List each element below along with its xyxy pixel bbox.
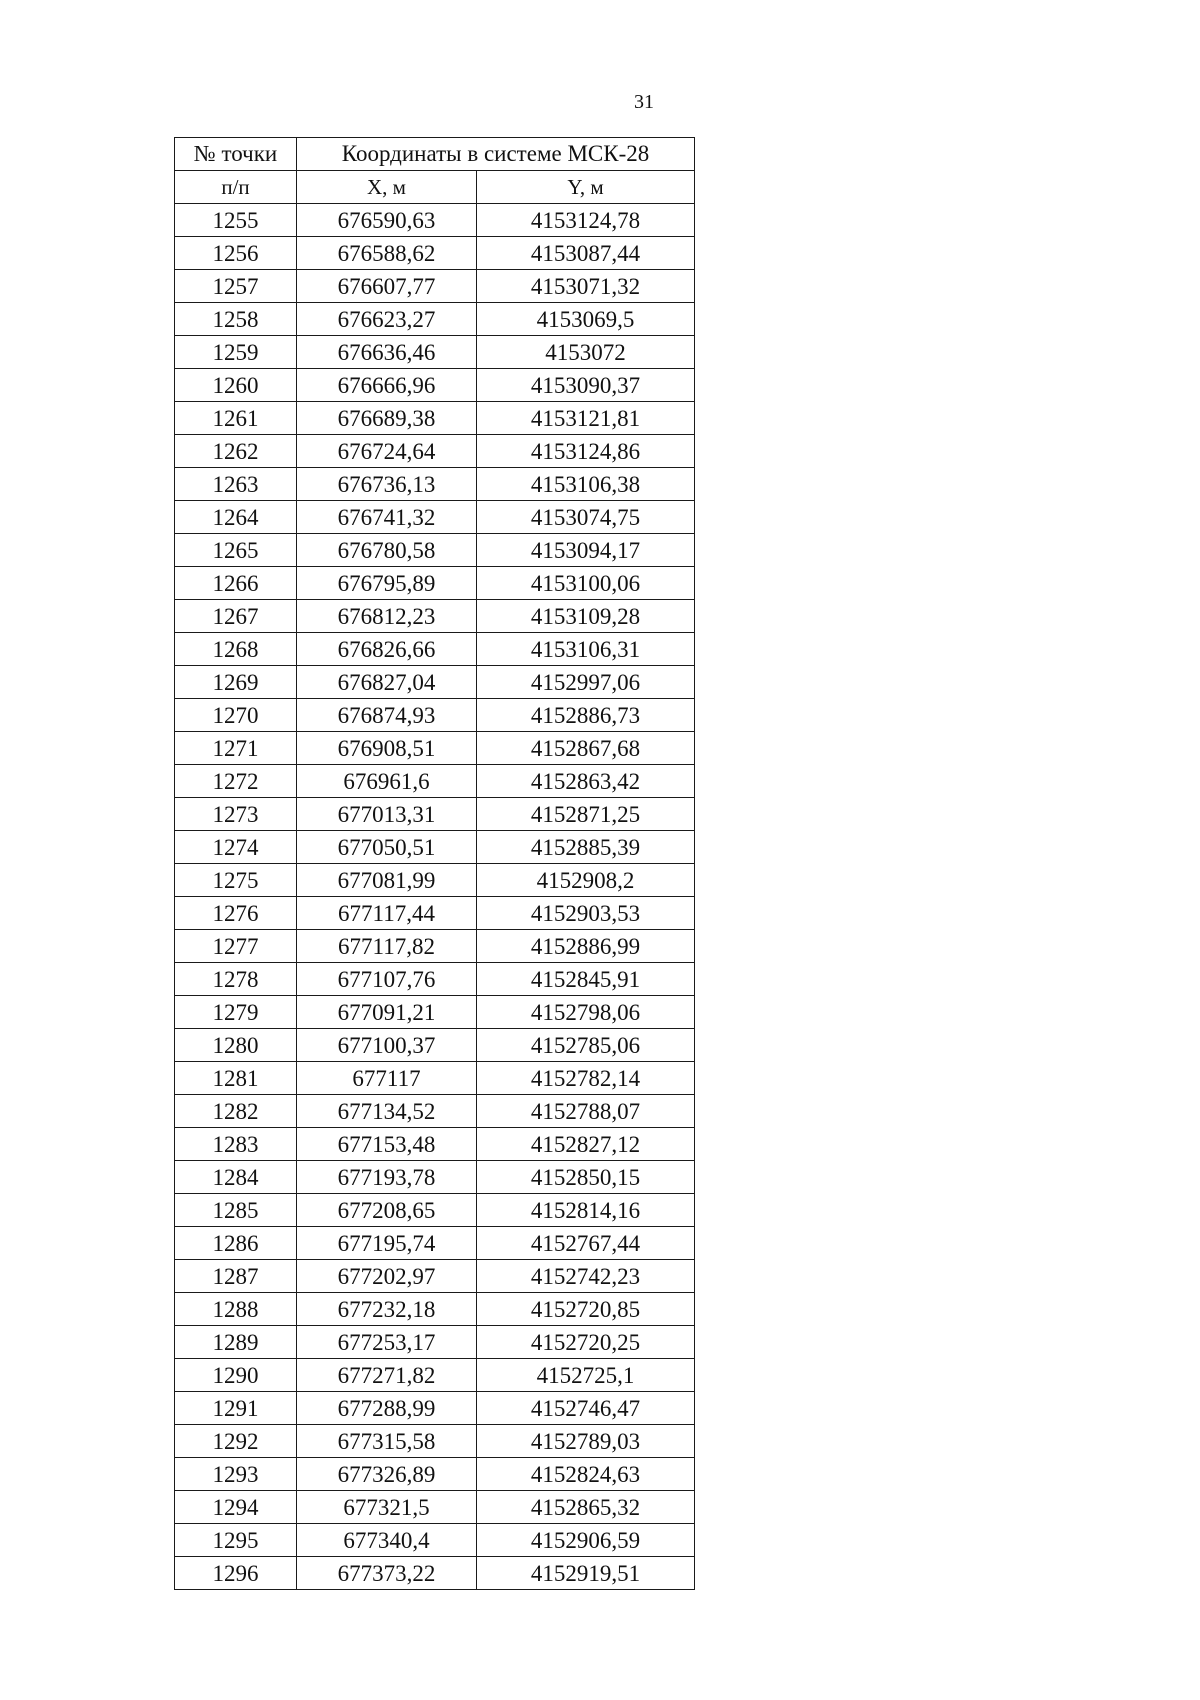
y-coordinate-cell: 4152885,39: [477, 831, 695, 864]
table-row: [175, 369, 695, 402]
table-body: [175, 204, 695, 1590]
point-number-cell: 1277: [175, 930, 297, 963]
table-row: [175, 996, 695, 1029]
point-number-cell: 1280: [175, 1029, 297, 1062]
table-row: [175, 831, 695, 864]
table-header: [175, 138, 695, 204]
x-coordinate-cell: 676623,27: [297, 303, 477, 336]
point-number-cell: 1264: [175, 501, 297, 534]
x-coordinate-cell: 677091,21: [297, 996, 477, 1029]
x-coordinate-cell: 677013,31: [297, 798, 477, 831]
table-row: [175, 1392, 695, 1425]
y-coordinate-cell: 4153071,32: [477, 270, 695, 303]
table-row: [175, 270, 695, 303]
y-coordinate-cell: 4152997,06: [477, 666, 695, 699]
x-coordinate-cell: 676689,38: [297, 402, 477, 435]
x-coordinate-cell: 676780,58: [297, 534, 477, 567]
point-number-cell: 1290: [175, 1359, 297, 1392]
point-number-cell: 1271: [175, 732, 297, 765]
x-coordinate-cell: 677117: [297, 1062, 477, 1095]
table-row: [175, 1524, 695, 1557]
table-row: [175, 1425, 695, 1458]
table-row: [175, 1458, 695, 1491]
table-row: [175, 864, 695, 897]
point-number-cell: 1279: [175, 996, 297, 1029]
point-number-cell: 1287: [175, 1260, 297, 1293]
x-coordinate-cell: 676636,46: [297, 336, 477, 369]
y-coordinate-cell: 4152867,68: [477, 732, 695, 765]
table-row: [175, 402, 695, 435]
table-row: [175, 666, 695, 699]
point-number-cell: 1278: [175, 963, 297, 996]
header-point-number-line1: № точки: [175, 138, 297, 171]
point-number-cell: 1274: [175, 831, 297, 864]
x-coordinate-cell: 677117,44: [297, 897, 477, 930]
x-coordinate-cell: 677340,4: [297, 1524, 477, 1557]
point-number-cell: 1255: [175, 204, 297, 237]
x-coordinate-cell: 677107,76: [297, 963, 477, 996]
y-coordinate-cell: 4152903,53: [477, 897, 695, 930]
point-number-cell: 1276: [175, 897, 297, 930]
y-coordinate-cell: 4152767,44: [477, 1227, 695, 1260]
y-coordinate-cell: 4152742,23: [477, 1260, 695, 1293]
table-row: [175, 963, 695, 996]
header-row-top: [175, 138, 695, 171]
x-coordinate-cell: 677208,65: [297, 1194, 477, 1227]
x-coordinate-cell: 676741,32: [297, 501, 477, 534]
point-number-cell: 1293: [175, 1458, 297, 1491]
x-coordinate-cell: 676908,51: [297, 732, 477, 765]
y-coordinate-cell: 4152827,12: [477, 1128, 695, 1161]
point-number-cell: 1262: [175, 435, 297, 468]
table-row: [175, 765, 695, 798]
y-coordinate-cell: 4153087,44: [477, 237, 695, 270]
x-coordinate-cell: 676795,89: [297, 567, 477, 600]
y-coordinate-cell: 4152863,42: [477, 765, 695, 798]
x-coordinate-cell: 677117,82: [297, 930, 477, 963]
x-coordinate-cell: 677326,89: [297, 1458, 477, 1491]
point-number-cell: 1275: [175, 864, 297, 897]
header-row-bottom: [175, 171, 695, 204]
table-row: [175, 1194, 695, 1227]
x-coordinate-cell: 677315,58: [297, 1425, 477, 1458]
coordinates-table: [174, 137, 695, 1590]
table-row: [175, 897, 695, 930]
y-coordinate-cell: 4152725,1: [477, 1359, 695, 1392]
x-coordinate-cell: 676812,23: [297, 600, 477, 633]
y-coordinate-cell: 4152906,59: [477, 1524, 695, 1557]
table-row: [175, 237, 695, 270]
point-number-cell: 1291: [175, 1392, 297, 1425]
x-coordinate-cell: 677202,97: [297, 1260, 477, 1293]
point-number-cell: 1282: [175, 1095, 297, 1128]
y-coordinate-cell: 4152845,91: [477, 963, 695, 996]
table-row: [175, 1029, 695, 1062]
header-x-column: X, м: [297, 171, 477, 204]
y-coordinate-cell: 4152865,32: [477, 1491, 695, 1524]
point-number-cell: 1272: [175, 765, 297, 798]
point-number-cell: 1258: [175, 303, 297, 336]
y-coordinate-cell: 4152814,16: [477, 1194, 695, 1227]
point-number-cell: 1286: [175, 1227, 297, 1260]
table-row: [175, 1227, 695, 1260]
y-coordinate-cell: 4152850,15: [477, 1161, 695, 1194]
table-row: [175, 1557, 695, 1590]
point-number-cell: 1268: [175, 633, 297, 666]
y-coordinate-cell: 4152785,06: [477, 1029, 695, 1062]
y-coordinate-cell: 4152720,25: [477, 1326, 695, 1359]
point-number-cell: 1256: [175, 237, 297, 270]
table-row: [175, 1128, 695, 1161]
y-coordinate-cell: 4152798,06: [477, 996, 695, 1029]
y-coordinate-cell: 4153121,81: [477, 402, 695, 435]
point-number-cell: 1294: [175, 1491, 297, 1524]
header-point-number-line2: п/п: [175, 171, 297, 204]
y-coordinate-cell: 4152789,03: [477, 1425, 695, 1458]
y-coordinate-cell: 4152824,63: [477, 1458, 695, 1491]
point-number-cell: 1283: [175, 1128, 297, 1161]
x-coordinate-cell: 676961,6: [297, 765, 477, 798]
table-row: [175, 732, 695, 765]
y-coordinate-cell: 4152871,25: [477, 798, 695, 831]
point-number-cell: 1292: [175, 1425, 297, 1458]
point-number-cell: 1266: [175, 567, 297, 600]
point-number-cell: 1259: [175, 336, 297, 369]
x-coordinate-cell: 676736,13: [297, 468, 477, 501]
y-coordinate-cell: 4153106,38: [477, 468, 695, 501]
table-row: [175, 435, 695, 468]
y-coordinate-cell: 4152886,99: [477, 930, 695, 963]
table-row: [175, 1095, 695, 1128]
x-coordinate-cell: 677153,48: [297, 1128, 477, 1161]
point-number-cell: 1270: [175, 699, 297, 732]
point-number-cell: 1265: [175, 534, 297, 567]
table-row: [175, 1293, 695, 1326]
table-row: [175, 798, 695, 831]
point-number-cell: 1296: [175, 1557, 297, 1590]
page-number: 31: [634, 91, 654, 113]
x-coordinate-cell: 677050,51: [297, 831, 477, 864]
table-row: [175, 567, 695, 600]
x-coordinate-cell: 677232,18: [297, 1293, 477, 1326]
point-number-cell: 1263: [175, 468, 297, 501]
x-coordinate-cell: 676826,66: [297, 633, 477, 666]
point-number-cell: 1269: [175, 666, 297, 699]
header-coordinates-group: Координаты в системе МСК-28: [297, 138, 695, 171]
y-coordinate-cell: 4153069,5: [477, 303, 695, 336]
table-row: [175, 501, 695, 534]
point-number-cell: 1261: [175, 402, 297, 435]
table-row: [175, 633, 695, 666]
y-coordinate-cell: 4153106,31: [477, 633, 695, 666]
table-row: [175, 534, 695, 567]
point-number-cell: 1267: [175, 600, 297, 633]
y-coordinate-cell: 4153072: [477, 336, 695, 369]
point-number-cell: 1257: [175, 270, 297, 303]
x-coordinate-cell: 676724,64: [297, 435, 477, 468]
x-coordinate-cell: 676588,62: [297, 237, 477, 270]
table-row: [175, 1359, 695, 1392]
x-coordinate-cell: 677100,37: [297, 1029, 477, 1062]
table-row: [175, 600, 695, 633]
x-coordinate-cell: 677288,99: [297, 1392, 477, 1425]
point-number-cell: 1281: [175, 1062, 297, 1095]
x-coordinate-cell: 676607,77: [297, 270, 477, 303]
y-coordinate-cell: 4153124,86: [477, 435, 695, 468]
y-coordinate-cell: 4152919,51: [477, 1557, 695, 1590]
x-coordinate-cell: 676590,63: [297, 204, 477, 237]
y-coordinate-cell: 4153074,75: [477, 501, 695, 534]
table-row: [175, 1260, 695, 1293]
table-row: [175, 303, 695, 336]
table-row: [175, 468, 695, 501]
point-number-cell: 1288: [175, 1293, 297, 1326]
table-row: [175, 1326, 695, 1359]
table-row: [175, 1491, 695, 1524]
x-coordinate-cell: 677193,78: [297, 1161, 477, 1194]
x-coordinate-cell: 677373,22: [297, 1557, 477, 1590]
x-coordinate-cell: 677134,52: [297, 1095, 477, 1128]
x-coordinate-cell: 676874,93: [297, 699, 477, 732]
point-number-cell: 1284: [175, 1161, 297, 1194]
y-coordinate-cell: 4152782,14: [477, 1062, 695, 1095]
y-coordinate-cell: 4152908,2: [477, 864, 695, 897]
table-row: [175, 930, 695, 963]
point-number-cell: 1295: [175, 1524, 297, 1557]
point-number-cell: 1285: [175, 1194, 297, 1227]
point-number-cell: 1273: [175, 798, 297, 831]
point-number-cell: 1260: [175, 369, 297, 402]
table-row: [175, 699, 695, 732]
y-coordinate-cell: 4153109,28: [477, 600, 695, 633]
table-row: [175, 336, 695, 369]
x-coordinate-cell: 677195,74: [297, 1227, 477, 1260]
y-coordinate-cell: 4152788,07: [477, 1095, 695, 1128]
y-coordinate-cell: 4153124,78: [477, 204, 695, 237]
x-coordinate-cell: 677271,82: [297, 1359, 477, 1392]
x-coordinate-cell: 677253,17: [297, 1326, 477, 1359]
x-coordinate-cell: 676666,96: [297, 369, 477, 402]
table-row: [175, 1161, 695, 1194]
x-coordinate-cell: 677081,99: [297, 864, 477, 897]
x-coordinate-cell: 676827,04: [297, 666, 477, 699]
header-y-column: Y, м: [477, 171, 695, 204]
y-coordinate-cell: 4153100,06: [477, 567, 695, 600]
table-row: [175, 1062, 695, 1095]
table-row: [175, 204, 695, 237]
y-coordinate-cell: 4152720,85: [477, 1293, 695, 1326]
x-coordinate-cell: 677321,5: [297, 1491, 477, 1524]
y-coordinate-cell: 4152746,47: [477, 1392, 695, 1425]
y-coordinate-cell: 4153090,37: [477, 369, 695, 402]
y-coordinate-cell: 4153094,17: [477, 534, 695, 567]
y-coordinate-cell: 4152886,73: [477, 699, 695, 732]
point-number-cell: 1289: [175, 1326, 297, 1359]
